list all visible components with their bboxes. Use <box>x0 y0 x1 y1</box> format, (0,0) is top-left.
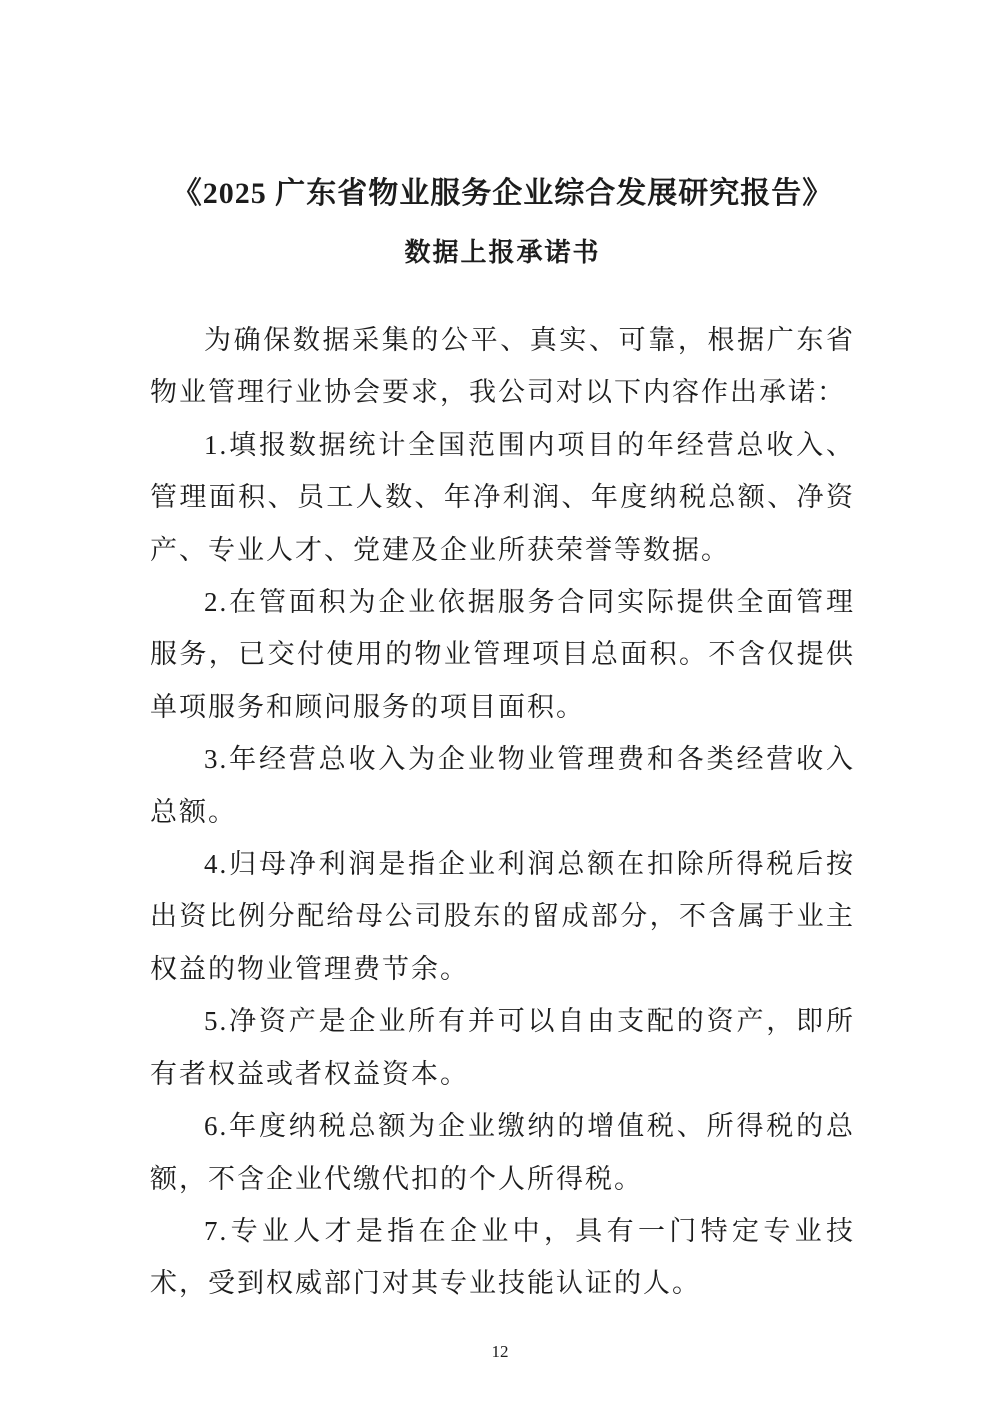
intro-paragraph: 为确保数据采集的公平、真实、可靠，根据广东省物业管理行业协会要求，我公司对以下内容作出承诺： <box>150 325 855 408</box>
document-content <box>150 172 855 1310</box>
item-4-paragraph: 4.归母净利润是指企业利润总额在扣除所得税后按出资比例分配给母公司股东的留成部分，不含属于业主权益的物业管理费节余。 <box>150 849 855 984</box>
item-3-paragraph: 3.年经营总收入为企业物业管理费和各类经营收入总额。 <box>150 744 855 827</box>
document-title: 《2025 广东省物业服务企业综合发展研究报告》 <box>171 177 834 210</box>
document-subtitle: 数据上报承诺书 <box>404 238 601 267</box>
item-5-paragraph: 5.净资产是企业所有并可以自由支配的资产，即所有者权益或者权益资本。 <box>150 1006 855 1089</box>
item-6-paragraph: 6.年度纳税总额为企业缴纳的增值税、所得税的总额，不含企业代缴代扣的个人所得税。 <box>150 1111 855 1194</box>
item-1-paragraph: 1.填报数据统计全国范围内项目的年经营总收入、管理面积、员工人数、年净利润、年度纳税总额、净资产、专业人才、党建及企业所获荣誉等数据。 <box>150 429 855 565</box>
item-7-paragraph: 7.专业人才是指在企业中，具有一门特定专业技术，受到权威部门对其专业技能认证的人。 <box>150 1215 855 1299</box>
item-2-paragraph: 2.在管面积为企业依据服务合同实际提供全面管理服务，已交付使用的物业管理项目总面积。不含仅提供单项服务和顾问服务的项目面积。 <box>150 587 855 722</box>
page-number: 12 <box>491 1342 509 1361</box>
document-body <box>150 314 855 1310</box>
